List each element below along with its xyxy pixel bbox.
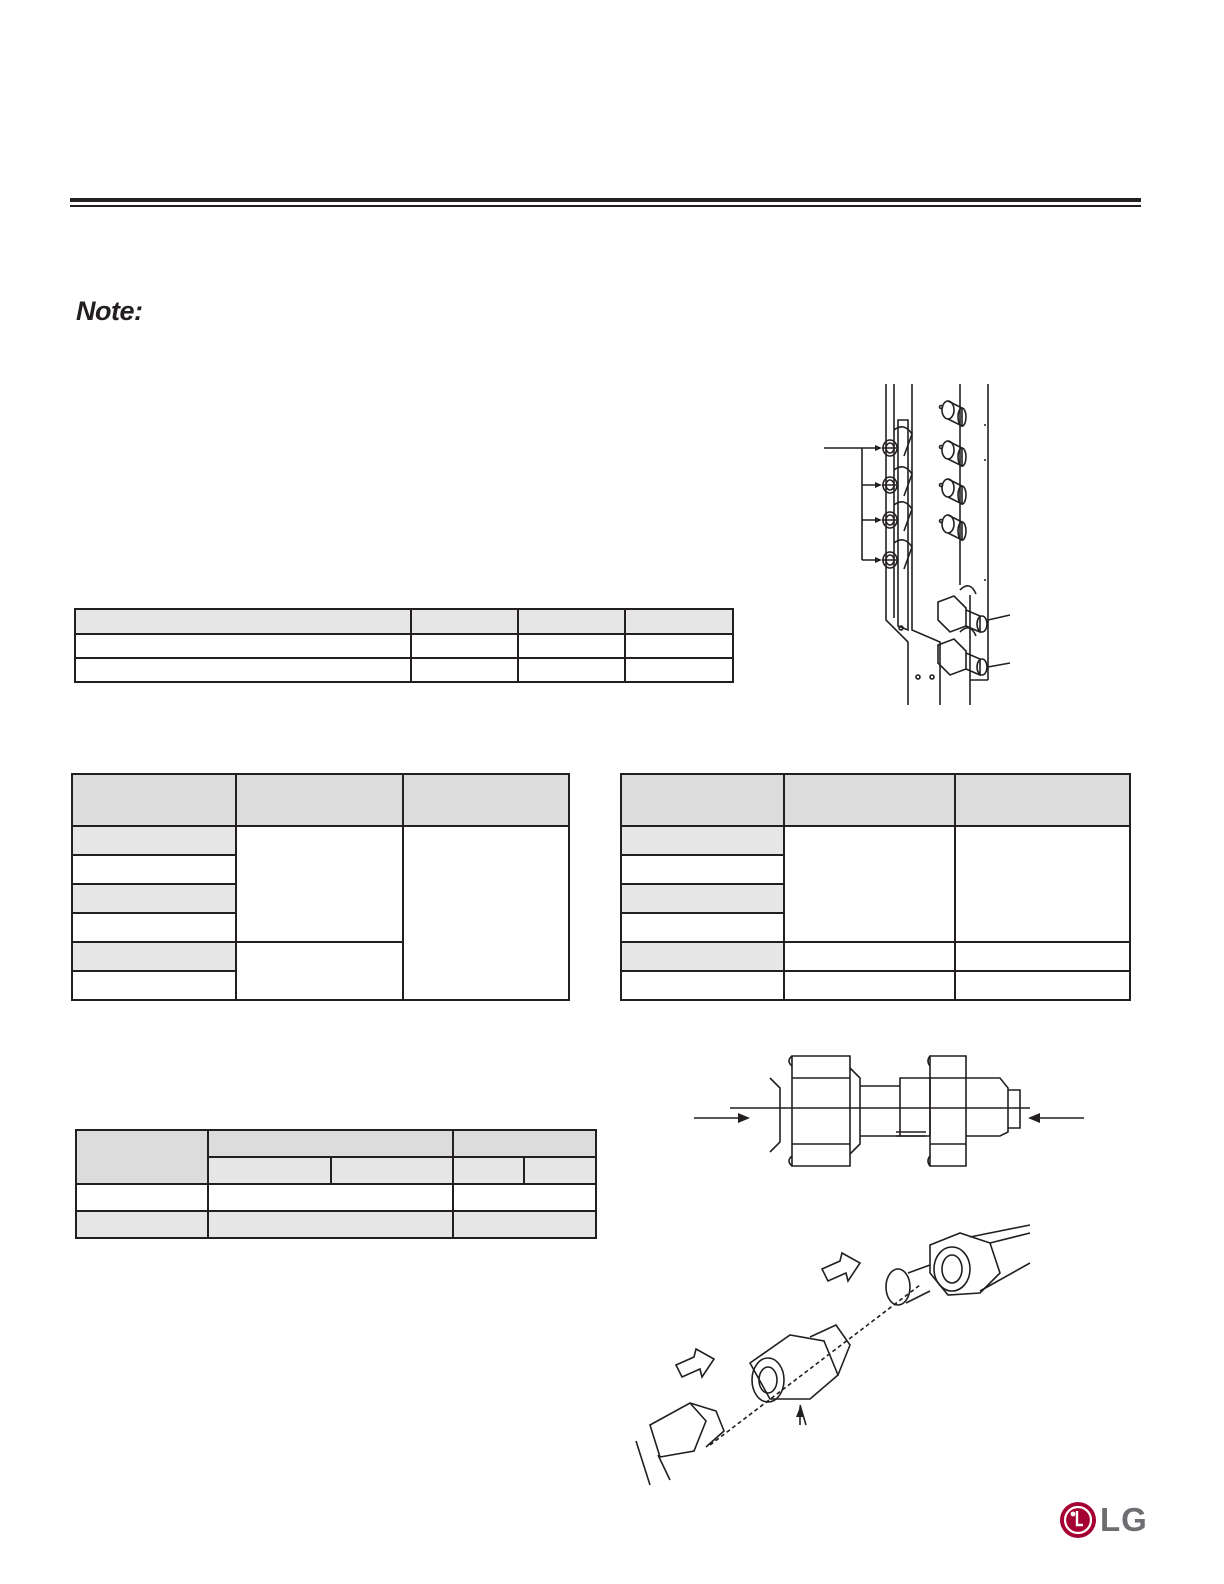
flare-union-cross-section-icon <box>690 1048 1090 1178</box>
table-row <box>621 826 1130 855</box>
header-rule-bottom <box>70 205 1141 207</box>
note-heading: Note: <box>76 296 143 326</box>
spec-table-4 <box>75 1129 597 1239</box>
table-row <box>621 942 1130 971</box>
table-row <box>75 634 733 658</box>
table-row <box>75 658 733 682</box>
table-row <box>72 774 569 826</box>
brand-name: LG <box>1100 1501 1148 1538</box>
table-row <box>621 971 1130 1000</box>
table-row <box>75 609 733 634</box>
table-row <box>76 1211 596 1238</box>
spec-table-1 <box>74 608 734 683</box>
table-row <box>76 1184 596 1211</box>
table-row <box>76 1130 596 1157</box>
header-rule-top <box>70 198 1141 202</box>
distributor-manifold-icon <box>820 380 1020 710</box>
spec-table-2 <box>71 773 570 1001</box>
exploded-flare-fitting-icon <box>630 1225 1040 1480</box>
table-row <box>72 826 569 855</box>
table-row <box>621 774 1130 826</box>
spec-table-3 <box>620 773 1131 1001</box>
